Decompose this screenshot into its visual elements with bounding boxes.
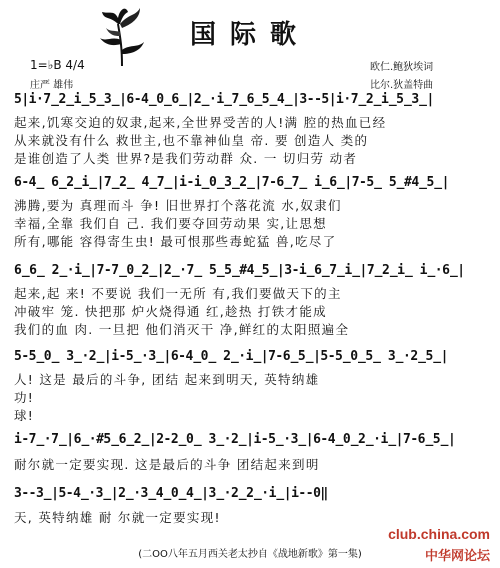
notation-line: 6-4̲ 6̲2̲i̲|7̲2̲ 4̲7̲|i-i̲0̲3̲2̲|7-6̲7̲ i̲6̲|7-5̲ 5̲#4̲5̲| [14,175,449,190]
lyric-line: 沸腾,要为 真理而斗 争! 旧世界打个落花流 水,奴隶们 [14,198,342,213]
lyric-line: 人! 这是 最后的斗争, 团结 起来到明天, 英特纳雄 [14,372,320,387]
notation-line: 3--3̲|5-4̲·3̲|2̲·3̲4̲0̲4̲|3̲·2̲2̲·i̲|i--0‖ [14,486,328,501]
notation-line: 6̲6̲ 2̲·i̲|7-7̲0̲2̲|2̲·7̲ 5̲5̲#4̲5̲|3-i̲6̲7̲i̲|7̲2̲i̲ i̲·6̲| [14,263,465,278]
song-title: 国际歌 [189,20,310,50]
notation-line: 5|i·7̲2̲i̲5̲3̲|6-4̲0̲6̲|2̲·i̲7̲6̲5̲4̲|3--5|i·7̲2̲i̲5̲3̲| [14,92,434,107]
lyric-line: 起来,起 来! 不要说 我们一无所 有,我们要做天下的主 [14,286,342,301]
notation-line: 5-5̲0̲ 3̲·2̲|i-5̲·3̲|6-4̲0̲ 2̲·i̲|7-6̲5̲|5-5̲0̲5̲ 3̲·2̲5̲| [14,349,448,364]
key-signature: 1=♭B 4/4 [30,58,85,72]
composer-credit: 比尔.狄盖特曲 [370,80,434,91]
lyric-line: 起来,饥寒交迫的奴隶,起来,全世界受苦的人!满 腔的热血已经 [14,115,387,130]
lyric-line: 幸福,全靠 我们自 己. 我们要夺回劳动果 实,让思想 [14,216,327,231]
lyric-line: 球! [14,408,35,423]
lyric-line: 功! [14,390,35,405]
lily-flower-illustration [96,6,148,68]
lyric-line: 冲破牢 笼. 快把那 炉火烧得通 红,趁热 打铁才能成 [14,304,327,319]
lyric-line: 是谁创造了人类 世界?是我们劳动群 众. 一 切归劳 动者 [14,151,358,166]
lyric-line: 所有,哪能 容得寄生虫! 最可恨那些毒蛇猛 兽,吃尽了 [14,234,337,249]
source-footnote: (二OO八年五月西关老太抄自《战地新歌》第一集) [138,549,362,560]
tempo-marking: 庄严 雄伟 [30,80,74,91]
lyricist-credit: 欧仁.鲍狄埃词 [370,62,434,73]
lyric-line: 从来就没有什么 救世主,也不靠神仙皇 帝. 要 创造人 类的 [14,133,369,148]
lyric-line: 天, 英特纳雄 耐 尔就一定要实现! [14,510,221,525]
watermark-url: club.china.com [388,526,490,542]
notation-line: i-7̲·7̲|6̲·#5̲6̲2̲|2-2̲0̲ 3̲·2̲|i-5̲·3̲|6-4̲0̲2̲·i̲|7-6̲5̲| [14,432,456,447]
watermark-site-name: 中华网论坛 [424,549,490,564]
lyric-line: 耐尔就一定要实现. 这是最后的斗争 团结起来到明 [14,457,320,472]
lyric-line: 我们的血 肉. 一旦把 他们消灭干 净,鲜红的太阳照遍全 [14,322,350,337]
